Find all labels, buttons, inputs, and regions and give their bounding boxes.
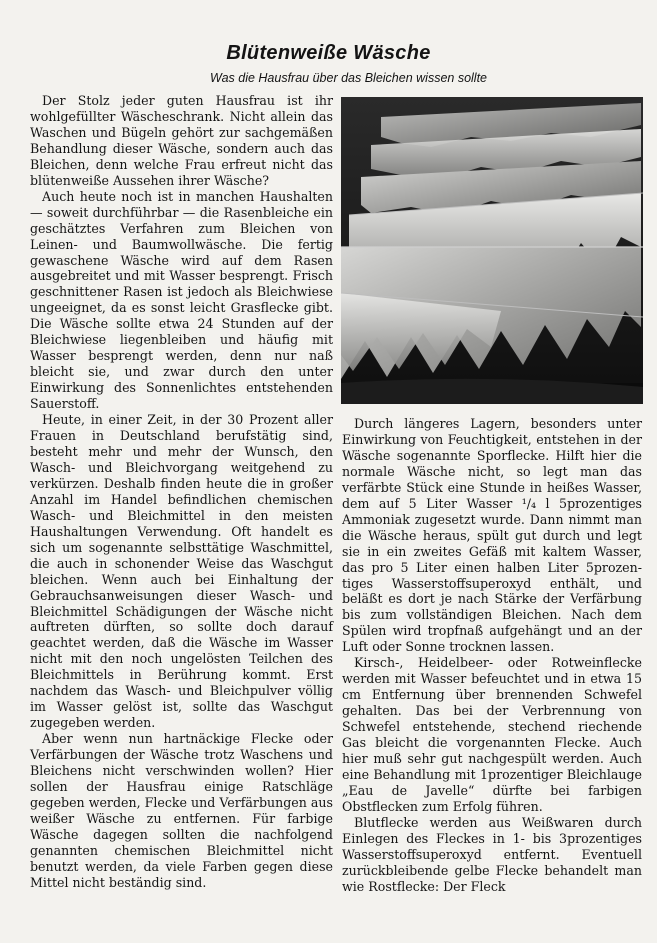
paragraph: Blutflecke werden aus Weißwaren durch Einlegen des Fleckes in 1- bis 3prozentiges Wasserstoffsuperoxyd entfernt. Eventuell zurückbleibende gelbe Flecke behandelt man wie Rostflecke: Der Fleck bbox=[342, 814, 642, 894]
article-subtitle: Was die Hausfrau über das Bleichen wissen sollte bbox=[210, 71, 487, 85]
right-text-column bbox=[342, 416, 642, 895]
paragraph: Der Stolz jeder guten Hausfrau ist ihr wohlgefüllter Wäscheschrank. Nicht allein das Waschen und Bügeln gehört zur sachgemäßen Behandlung dieser Wäsche, sondern auch das Bleichen, denn welche Frau erfreut nicht das blütenweiße Aussehen ihrer Wäsche? bbox=[30, 93, 333, 188]
laundry-drying-photo bbox=[341, 97, 643, 404]
paragraph: Kirsch-, Heidelbeer- oder Rotweinflecke werden mit Wasser befeuchtet und in etwa 15 cm Entfernung über brennenden Schwefel gehalten. Das bei der Verbrennung von Schwefel entstehende, stechend riechende Gas bleicht die vorgenannten Flecke. Auch hier muß sehr gut nachgespült werden. Auch eine Behandlung mit 1prozentiger Bleichlauge „Eau de Javelle“ dürfte bei farbigen Obstflecken zum Erfolg führen. bbox=[342, 655, 642, 814]
paragraph: Heute, in einer Zeit, in der 30 Prozent aller Frauen in Deutschland berufstätig sind, besteht mehr und mehr der Wunsch, den Wasch- und Bleichvorgang weitgehend zu verkürzen. Deshalb finden heute die in großer Anzahl im Handel befindlichen chemischen Wasch- und Bleichmittel in den meisten Haushaltungen Verwendung. Oft handelt es sich um sogenannte selbsttätige Waschmittel, die auch in schonender Weise das Waschgut bleichen. Wenn auch bei Einhaltung der Gebrauchsanweisungen dieser Wasch- und Bleichmittel Schädigungen der Wäsche nicht auftreten dürften, so sollte doch darauf geachtet werden, daß die Wäsche im Wasser nicht mit den noch ungelösten Teilchen des Bleichmittels in Berührung kommt. Erst nachdem das Wasch- und Bleichpulver völlig im Wasser gelöst ist, sollte das Waschgut zugegeben werden. bbox=[30, 412, 333, 731]
paragraph: Aber wenn nun hartnäckige Flecke oder Verfärbungen der Wäsche trotz Waschens und Bleichens nicht verschwinden wollen? Hier sollen der Hausfrau einige Ratschläge gegeben werden, Flecke und Verfärbungen aus weißer Wäsche zu entfernen. Für farbige Wäsche dagegen sollten die nachfolgend genannten chemischen Bleichmittel nicht benutzt werden, da viele Farben gegen diese Mittel nicht beständig sind. bbox=[30, 731, 333, 890]
paragraph: Durch längeres Lagern, besonders unter Einwirkung von Feuchtigkeit, entstehen in der Wäsche sogenannte Sporflecke. Hilft hier die normale Wäsche nicht, so legt man das verfärbte Stück eine Stunde in heißes Wasser, dem auf 5 Liter Wasser ¹/₄ l 5prozentiges Ammoniak zugesetzt wurde. Dann nimmt man die Wäsche heraus, spült gut durch und legt sie in ein zweites Gefäß mit kaltem Wasser, das pro 5 Liter einen halben Liter 5prozentiges Wasserstoffsuperoxyd enthält, und beläßt es dort je nach Stärke der Verfärbung bis zum vollständigen Bleichen. Nach dem Spülen wird tropfnaß aufgehängt und an der Luft oder Sonne trocknen lassen. bbox=[342, 416, 642, 655]
left-text-column bbox=[30, 93, 333, 891]
laundry-photo-image bbox=[341, 97, 643, 404]
article-title: Blütenweiße Wäsche bbox=[226, 42, 431, 64]
paragraph: Auch heute noch ist in manchen Haushalten — soweit durchführbar — die Rasenbleiche ein geschätztes Verfahren zum Bleichen von Leinen- und Baumwollwäsche. Die fertig gewaschene Wäsche wird auf dem Rasen ausgebreitet und mit Wasser besprengt. Frisch geschnittener Rasen ist jedoch als Bleichwiese ungeeignet, da es sonst leicht Grasflecke gibt. Die Wäsche sollte etwa 24 Stunden auf der Bleichwiese liegenbleiben und häufig mit Wasser besprengt werden, denn nur naß bleicht sie, und zwar durch den unter Einwirkung des Sonnenlichtes entstehenden Sauerstoff. bbox=[30, 188, 333, 412]
